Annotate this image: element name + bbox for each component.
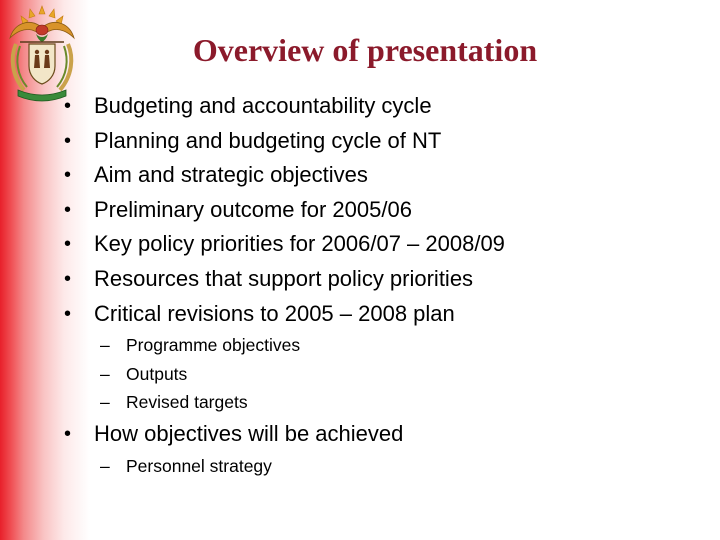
sub-bullet-marker: – [100, 363, 110, 384]
bullet-marker: • [64, 233, 72, 256]
bullet-text: How objectives will be achieved [94, 421, 404, 446]
bullet-marker: • [64, 129, 72, 152]
list-item [64, 417, 704, 452]
list-item [64, 124, 704, 159]
bullet-text: Preliminary outcome for 2005/06 [94, 196, 412, 222]
list-item [64, 158, 704, 193]
bullet-text: Resources that support policy priorities [94, 265, 474, 291]
bullet-marker: • [64, 267, 72, 290]
sub-bullet-text: Outputs [126, 363, 188, 384]
sub-bullet-list-2 [100, 452, 660, 481]
list-item [100, 388, 660, 417]
list-item [100, 360, 660, 389]
list-item [64, 227, 704, 262]
main-bullet-list-continued [64, 417, 704, 452]
bullet-text: Planning and budgeting cycle of NT [94, 127, 442, 153]
bullet-marker: • [64, 423, 72, 445]
bullet-text: Aim and strategic objectives [94, 162, 368, 188]
sub-bullet-list [100, 331, 660, 417]
sub-bullet-marker: – [100, 456, 110, 476]
bullet-text: Key policy priorities for 2006/07 – 2008/09 [94, 231, 505, 257]
bullet-text: Budgeting and accountability cycle [94, 93, 432, 118]
bullet-marker: • [64, 95, 72, 117]
sub-bullet-marker: – [100, 335, 110, 355]
bullet-marker: • [64, 198, 72, 221]
bullet-marker: • [64, 302, 72, 325]
list-item [100, 331, 660, 360]
list-item [64, 89, 704, 124]
slide-title: Overview of presentation [192, 32, 538, 68]
list-item [64, 262, 704, 297]
sub-bullet-text: Personnel strategy [126, 456, 272, 476]
sub-bullet-text: Programme objectives [126, 335, 301, 355]
sub-bullet-text: Revised targets [126, 392, 248, 412]
sub-bullet-marker: – [100, 392, 110, 412]
bullet-marker: • [64, 164, 72, 187]
list-item [100, 452, 660, 481]
bullet-text: Critical revisions to 2005 – 2008 plan [94, 300, 455, 326]
list-item [64, 297, 704, 332]
main-bullet-list [64, 89, 704, 331]
list-item [64, 193, 704, 228]
